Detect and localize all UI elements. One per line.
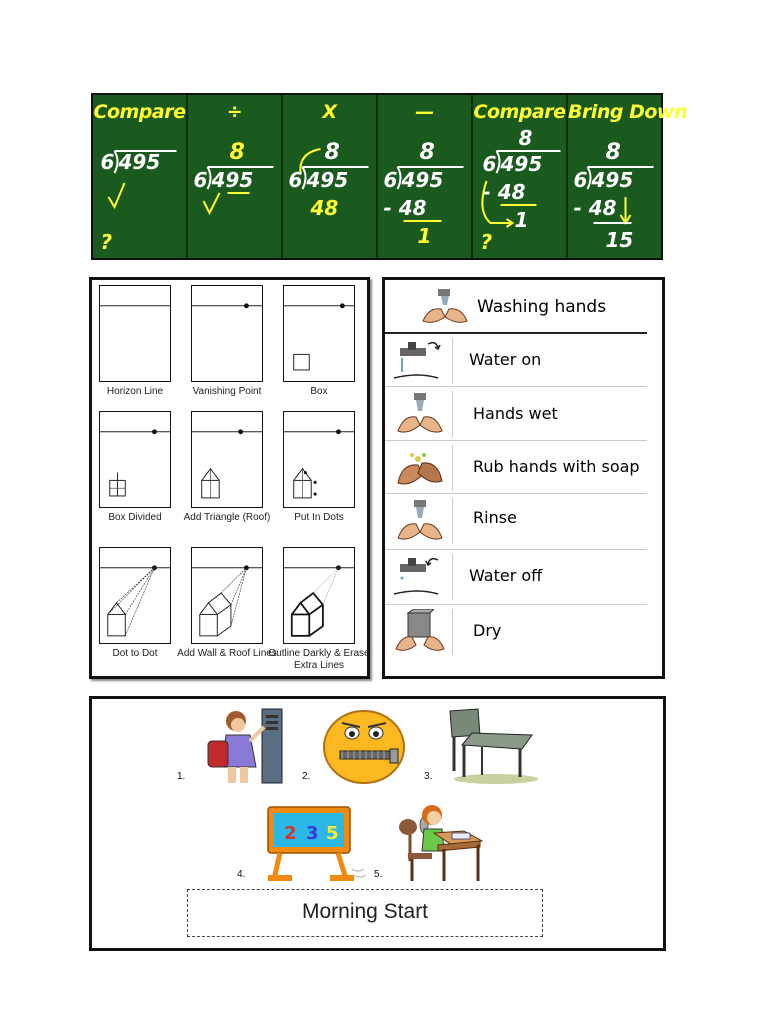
washing-title: Washing hands xyxy=(477,297,607,317)
board-digit: 5 xyxy=(326,823,339,844)
add-roof-drawing xyxy=(192,412,262,507)
perspective-drawing-steps xyxy=(89,277,370,679)
dot-to-dot-drawing xyxy=(100,548,170,643)
girl-writing-icon xyxy=(394,801,490,885)
add-wall-drawing xyxy=(192,548,262,643)
step-number: 5. xyxy=(374,869,383,880)
washing-step-3 xyxy=(385,441,647,494)
difference: 1 xyxy=(417,224,432,248)
division-work xyxy=(378,131,471,259)
washing-step-4 xyxy=(385,494,647,550)
step-label: Rinse xyxy=(473,508,517,527)
divisor: 6 xyxy=(193,168,208,192)
board-digit: 2 xyxy=(284,823,297,844)
zipped-mouth-icon xyxy=(320,707,412,785)
box-divided-drawing xyxy=(100,412,170,507)
board-digit: 3 xyxy=(306,823,319,844)
dividend: 495 xyxy=(500,152,543,176)
put-in-dots-drawing xyxy=(284,412,354,507)
division-work xyxy=(188,131,281,259)
dividend: 495 xyxy=(306,168,349,192)
product: 48 xyxy=(310,196,339,220)
locker-girl-icon xyxy=(200,707,286,785)
quotient: 8 xyxy=(419,140,435,165)
division-work xyxy=(93,131,186,259)
quotient: 8 xyxy=(605,140,621,165)
divisor: 6 xyxy=(573,168,588,192)
washing-title-row xyxy=(385,284,647,334)
step-label: Add Wall & Roof Lines xyxy=(177,648,277,659)
division-step-multiply xyxy=(283,95,378,258)
washing-step-2 xyxy=(385,387,647,441)
soap-hands-icon xyxy=(388,445,453,491)
compare-arrow-icon xyxy=(204,193,220,213)
division-work xyxy=(568,131,661,259)
morning-start-title: Morning Start xyxy=(187,889,543,937)
washing-hands-icon xyxy=(419,287,471,327)
vanishing-point-drawing xyxy=(192,286,262,381)
washing-hands-sequence xyxy=(382,277,665,679)
morning-start-sequence xyxy=(89,696,666,951)
box-drawing xyxy=(284,286,354,381)
division-step-bring-down xyxy=(568,95,688,258)
washing-step-5 xyxy=(385,550,647,605)
step-header: Compare xyxy=(473,101,566,123)
step-label: Rub hands with soap xyxy=(473,457,640,476)
step-number: 4. xyxy=(237,869,246,880)
horizon-line-drawing xyxy=(100,286,170,381)
board-numbers-icon xyxy=(260,803,370,887)
subtrahend: - 48 xyxy=(482,180,526,204)
step-header: — xyxy=(415,101,434,123)
towel-icon xyxy=(388,609,453,655)
quotient: 8 xyxy=(324,140,340,165)
tap-off-icon xyxy=(388,554,453,600)
step-header: Compare xyxy=(93,101,186,123)
step-label: Box Divided xyxy=(108,512,162,523)
question-mark: ? xyxy=(100,230,113,254)
question-mark: ? xyxy=(480,230,493,254)
quotient: 8 xyxy=(229,140,245,165)
difference: 1 xyxy=(514,208,529,232)
outline-drawing xyxy=(284,548,354,643)
dividend: 495 xyxy=(118,150,161,174)
school-desk-icon xyxy=(442,705,542,785)
divisor: 6 xyxy=(100,150,115,174)
washing-step-1 xyxy=(385,334,647,387)
step-header: X xyxy=(322,101,337,123)
difference: 15 xyxy=(605,228,634,252)
dividend: 495 xyxy=(591,168,634,192)
step-label: Water off xyxy=(469,566,543,585)
dividend: 495 xyxy=(211,168,254,192)
step-label: Put In Dots xyxy=(294,512,344,523)
division-step-compare xyxy=(93,95,188,258)
step-label: Add Triangle (Roof) xyxy=(183,512,271,523)
step-label: Outline Darkly & Erase Extra Lines xyxy=(268,648,370,671)
division-step-subtract xyxy=(378,95,473,258)
step-label: Dry xyxy=(473,621,502,640)
subtrahend: - 48 xyxy=(573,196,617,220)
step-label: Hands wet xyxy=(473,404,558,423)
step-label: Water on xyxy=(469,350,542,369)
division-work xyxy=(473,126,566,259)
divisor: 6 xyxy=(383,168,398,192)
step-label: Dot to Dot xyxy=(112,648,158,659)
step-number: 3. xyxy=(424,771,433,782)
step-label: Box xyxy=(310,386,328,397)
long-division-steps xyxy=(91,93,688,260)
subtrahend: - 48 xyxy=(383,196,427,220)
step-header: Bring Down xyxy=(568,101,688,123)
divisor: 6 xyxy=(288,168,303,192)
step-number: 2. xyxy=(302,771,311,782)
step-number: 1. xyxy=(177,771,186,782)
divisor: 6 xyxy=(482,152,497,176)
step-label: Horizon Line xyxy=(106,386,164,397)
quotient: 8 xyxy=(518,126,533,150)
step-header: ÷ xyxy=(226,101,243,123)
step-label: Vanishing Point xyxy=(192,386,262,397)
tap-on-icon xyxy=(388,338,453,384)
dividend: 495 xyxy=(401,168,444,192)
division-step-compare-2 xyxy=(473,95,568,258)
washing-step-6 xyxy=(385,605,647,659)
wet-hands-icon xyxy=(388,391,453,437)
division-step-divide xyxy=(188,95,283,258)
compare-arrow-icon xyxy=(109,183,125,207)
rinse-hands-icon xyxy=(388,498,453,544)
division-work xyxy=(283,131,376,259)
